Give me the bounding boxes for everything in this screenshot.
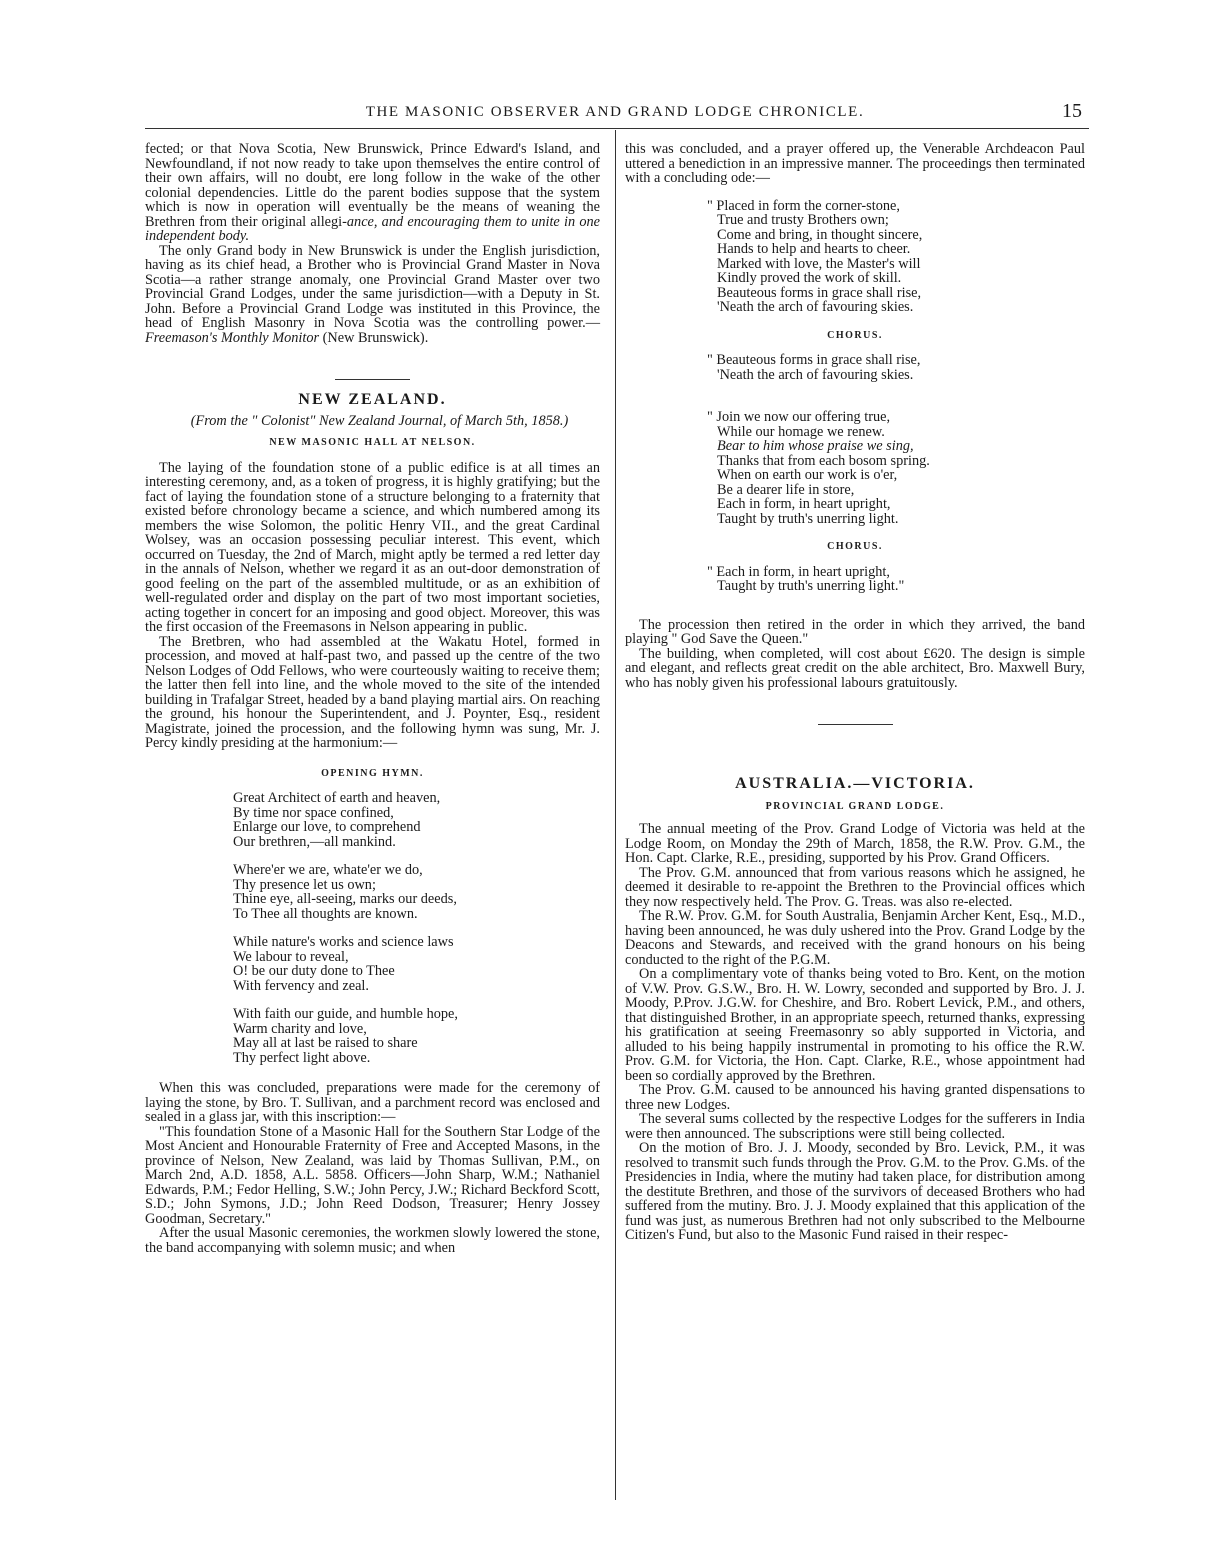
hymn-title: OPENING HYMN. [321, 767, 424, 779]
verse-line: " Beauteous forms in grace shall rise, [707, 352, 921, 368]
right-column [625, 142, 1085, 1243]
verse-line: 'Neath the arch of favouring skies. [717, 366, 914, 383]
chorus-label: CHORUS. [827, 541, 883, 552]
article-paragraph: The only Grand body in New Brunswick is under the English jurisdiction, having as its chief head, a Brother who is Provincial Grand Master in Nova Scotia—a rather strange anomaly, one Provincial Grand Master over two Provincial Grand Lodges, under the same jurisdiction—with a Deputy in St. John. Before a Provincial Grand Lodge was instituted in this Province, the head of English Masonry in Nova Scotia was the controlling power.—Freemason's Monthly Monitor (New Brunswick). [145, 242, 600, 346]
article-paragraph: The building, when completed, will cost about £620. The design is simple and elegant, and reflects great credit on the able architect, Bro. Maxwell Bury, who has nobly given his professional labours gratuitously. [625, 645, 1085, 691]
verse-line: Thy perfect light above. [233, 1049, 371, 1066]
verse-line: May all at last be raised to share [233, 1035, 418, 1051]
verse-line: Taught by truth's unerring light. [717, 510, 899, 527]
article-paragraph: The R.W. Prov. G.M. for South Australia, Benjamin Archer Kent, Esq., M.D., having been announced, he was duly ushered into the Prov. Grand Lodge by the Deacons and Stewards, and received with the grand honours on his being conducted to the right of the P.G.M. [625, 908, 1085, 968]
column-rule [615, 130, 616, 1500]
article-paragraph: The annual meeting of the Prov. Grand Lodge of Victoria was held at the Lodge Room, on Monday the 29th of March, 1858, the R.W. Prov. G.M., the Hon. Capt. Clarke, R.E., presiding, supported by his Prov. Grand Officers. [625, 821, 1085, 866]
chorus [625, 353, 1085, 382]
running-title: THE MASONIC OBSERVER AND GRAND LODGE CHRONICLE. [365, 104, 865, 120]
left-column [145, 142, 600, 1255]
verse-line: O! be our duty done to Thee [233, 963, 395, 979]
verse-line: " Join we now our offering true, [707, 409, 891, 425]
verse-line: By time nor space confined, [233, 804, 394, 821]
ode-stanza [625, 410, 1085, 526]
verse-line: Hands to help and hearts to cheer. [717, 241, 911, 257]
verse-line: Marked with love, the Master's will [717, 255, 921, 272]
article-source: (From the " Colonist" New Zealand Journal, of March 5th, 1858.) [190, 412, 569, 429]
verse-line: True and trusty Brothers own; [717, 212, 889, 228]
verse-line: " Placed in form the corner-stone, [707, 197, 900, 214]
verse-line: " Each in form, in heart upright, [707, 563, 890, 580]
verse-line: We labour to reveal, [233, 948, 349, 965]
verse-line: When on earth our work is o'er, [717, 467, 898, 483]
article-paragraph: The laying of the foundation stone of a public edifice is at all times an interesting ceremony, and, as a token of progress, it is highly gratifying; but the fact of laying the foundation stone of a structure belonging to a fraternity that existed before chronology became a science, and which numbered among its members the wise Solomon, the politic Henry VII., and the great Cardinal Wolsey, was an occasion possessing peculiar interest. This event, which occurred on Tuesday, the 2nd of March, might aptly be termed a red letter day in the annals of Nelson, whether we regard it as an out-door demonstration of good feeling on the part of the assembled multitude, or as an exhibition of well-regulated order and display on the part of two most important societies, acting together in concert for an imposing and good object. Moreover, this was the first occasion of the Freemasons in Nelson appearing in public. [145, 459, 600, 635]
verse-line: Beauteous forms in grace shall rise, [717, 284, 922, 301]
verse-line: 'Neath the arch of favouring skies. [717, 299, 914, 315]
header-rule [145, 128, 1089, 129]
hymn-stanza [145, 1007, 600, 1065]
article-paragraph: When this was concluded, preparations were made for the ceremony of laying the stone, by Bro. T. Sullivan, and a parchment record was enclosed and sealed in a glass jar, with this inscription:— [145, 1080, 600, 1125]
verse-line: Thy presence let us own; [233, 876, 376, 893]
verse-line: Come and bring, in thought sincere, [717, 226, 923, 243]
verse-line: While nature's works and science laws [233, 934, 454, 950]
chorus-label: CHORUS. [827, 329, 883, 341]
article-paragraph: The Prov. G.M. caused to be announced his having granted dispensations to three new Lodges. [625, 1082, 1085, 1113]
article-subhead: PROVINCIAL GRAND LODGE. [765, 800, 945, 812]
source-credit: Freemason's Monthly Monitor [145, 329, 320, 346]
article-paragraph: On a complimentary vote of thanks being voted to Bro. Kent, on the motion of V.W. Prov. G.S.W., Bro. H. W. Lowry, seconded and supported by Bro. J. J. Moody, P.Prov. J.G.W. for Cheshire, and Bro. Robert Levick, P.M., and others, that distinguished Brother, in an appropriate speech, returned thanks, expressing his gratification at seeing Freemasonry so ably supported in Victoria, and alluded to his being happily instrumental in promoting to his office the R.W. Prov. G.M. for Victoria, the Hon. Capt. Clarke, R.E., whose appointment had been so cordially approved by the Brethren. [625, 966, 1085, 1084]
verse-line: Thine eye, all-seeing, marks our deeds, [233, 891, 457, 907]
hymn-stanza [145, 863, 600, 921]
verse-line: Bear to him whose praise we sing, [717, 438, 914, 454]
article-paragraph: The several sums collected by the respective Lodges for the sufferers in India were then announced. The subscriptions were still being collected. [625, 1111, 1085, 1142]
verse-line: Each in form, in heart upright, [717, 496, 891, 512]
article-paragraph: The procession then retired in the order in which they arrived, the band playing " God Save the Queen." [625, 616, 1085, 647]
verse-line: Be a dearer life in store, [717, 481, 855, 498]
article-paragraph: this was concluded, and a prayer offered up, the Venerable Archdeacon Paul uttered a benediction in an impressive manner. The proceedings then terminated with a concluding ode:— [625, 141, 1085, 186]
article-paragraph: After the usual Masonic ceremonies, the workmen slowly lowered the stone, the band accompanying with solemn music; and when [145, 1225, 600, 1256]
article-subhead: NEW MASONIC HALL AT NELSON. [269, 437, 476, 448]
italic-phrase: ance, and encouraging them to unite in one independent body. [145, 213, 600, 244]
article-paragraph: The Bretbren, who had assembled at the Wakatu Hotel, formed in procession, and moved at half-past two, and passed up the centre of the two Nelson Lodges of Odd Fellows, who were courteously waiting to receive them; the latter then fell into line, and the whole moved to the site of the intended building in Trafalgar Street, headed by a band playing martial airs. On reaching the ground, his honour the Superintendent, and J. Poynter, Esq., resident Magistrate, joined the procession, and the following hymn was sung, Mr. J. Percy kindly presiding at the harmonium:— [145, 633, 600, 751]
verse-line: To Thee all thoughts are known. [233, 905, 418, 922]
verse-line: With faith our guide, and humble hope, [233, 1006, 458, 1022]
verse-line: Warm charity and love, [233, 1020, 367, 1037]
verse-line: Our brethren,—all mankind. [233, 833, 396, 850]
hymn-stanza [145, 791, 600, 849]
hymn-stanza [145, 935, 600, 993]
article-paragraph: On the motion of Bro. J. J. Moody, seconded by Bro. Levick, P.M., it was resolved to transmit such funds through the Prov. G.M. to the Prov. G.Ms. of the Presidencies in India, where the mutiny had taken place, for distribution among the destitute Brethren, and those of the survivors of deceased Brothers who had suffered from the mutiny. Bro. J. J. Moody explained that this application of the fund was just, as numerous Brethren had not only subscribed to the Melbourne Citizen's Fund, but also to the Masonic Fund raised in their respec- [625, 1140, 1085, 1243]
verse-line: Great Architect of earth and heaven, [233, 790, 441, 806]
article-paragraph: fected; or that Nova Scotia, New Brunswick, Prince Edward's Island, and Newfoundland, if not now ready to take upon themselves the entire control of their own affairs, will no doubt, ere long follow in the wake of the other colonial dependencies. Little do the parent bodies suppose that the system which is now in operation will eventually be the means of weaning the Brethren from their original allegi-ance, and encouraging them to unite in one independent body. [145, 141, 600, 244]
ode-stanza [625, 199, 1085, 315]
article-paragraph: The Prov. G.M. announced that from various reasons which he assigned, he deemed it desirable to re-appoint the Brethren to the Provincial offices which they now respectively held. The Prov. G. Treas. was also re-elected. [625, 864, 1085, 910]
section-title-australia: AUSTRALIA.—VICTORIA. [735, 775, 975, 792]
verse-line: Kindly proved the work of skill. [717, 270, 902, 286]
verse-line: With fervency and zeal. [233, 977, 369, 994]
verse-line: Where'er we are, whate'er we do, [233, 862, 423, 878]
verse-line: While our homage we renew. [717, 423, 885, 440]
inscription-paragraph: "This foundation Stone of a Masonic Hall for the Southern Star Lodge of the Most Ancient and Honourable Fraternity of Free and Accepted Masons, in the province of Nelson, New Zealand, was laid by Thomas Sullivan, P.M., on March 2nd, A.D. 1858, A.L. 5858. Officers—John Sharp, W.M.; Nathaniel Edwards, P.M.; Fedor Helling, S.W.; John Percy, J.W.; Richard Beckford Scott, S.D.; John Symons, J.D.; John Reed Dodson, Treasurer; Henry Jossey Goodman, Secretary." [145, 1123, 600, 1227]
verse-line: Thanks that from each bosom spring. [717, 452, 930, 469]
verse-line: Enlarge our love, to comprehend [233, 819, 421, 835]
page-number: 15 [1062, 100, 1082, 122]
verse-line: Taught by truth's unerring light." [717, 578, 905, 594]
section-title-new-zealand: NEW ZEALAND. [298, 391, 447, 408]
chorus [625, 565, 1085, 594]
